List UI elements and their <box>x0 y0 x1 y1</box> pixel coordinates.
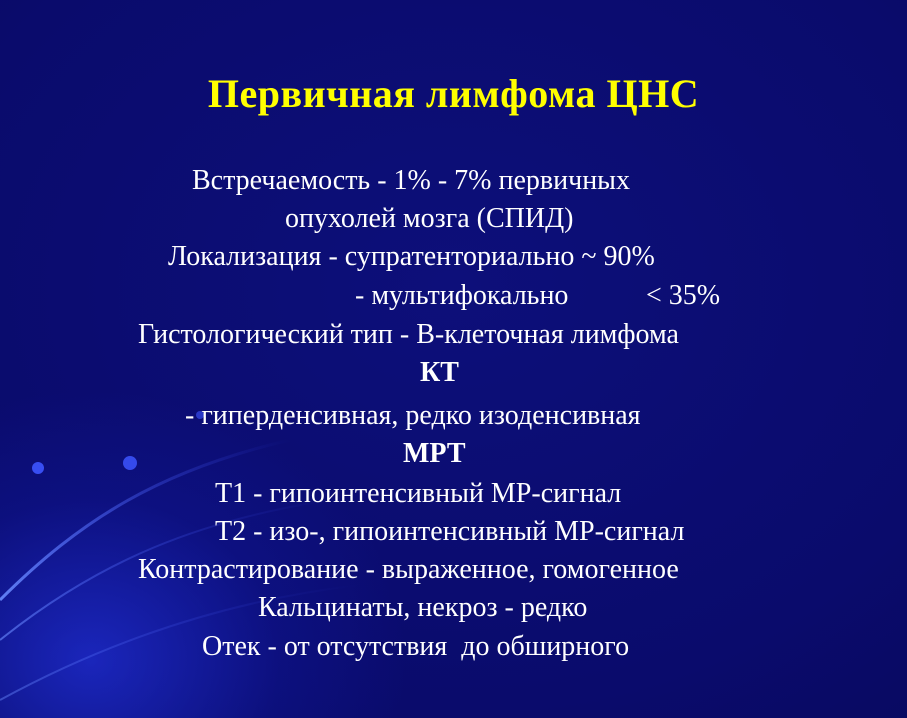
edema-line: Отек - от отсутствия до обширного <box>202 631 630 662</box>
localization-line-2: - мультифокально <box>355 280 569 311</box>
mri-t2-line: Т2 - изо-, гипоинтенсивный МР-сигнал <box>215 516 685 547</box>
ct-text: - гиперденсивная, редко изоденсивная <box>185 400 641 431</box>
localization-line-2-value: < 35% <box>646 280 721 311</box>
histology-line: Гистологический тип - В-клеточная лимфома <box>138 319 679 350</box>
contrast-line: Контрастирование - выраженное, гомогенное <box>138 554 679 585</box>
incidence-line-2: опухолей мозга (СПИД) <box>285 203 574 234</box>
incidence-line-1: Встречаемость - 1% - 7% первичных <box>192 165 630 196</box>
mri-t1-line: Т1 - гипоинтенсивный МР-сигнал <box>215 478 622 509</box>
mri-heading: МРТ <box>403 438 466 469</box>
calcification-line: Кальцинаты, некроз - редко <box>258 592 588 623</box>
slide-title: Первичная лимфома ЦНС <box>207 71 700 116</box>
ct-heading: КТ <box>420 357 459 388</box>
localization-line-1: Локализация - супратенториально ~ 90% <box>168 241 655 272</box>
